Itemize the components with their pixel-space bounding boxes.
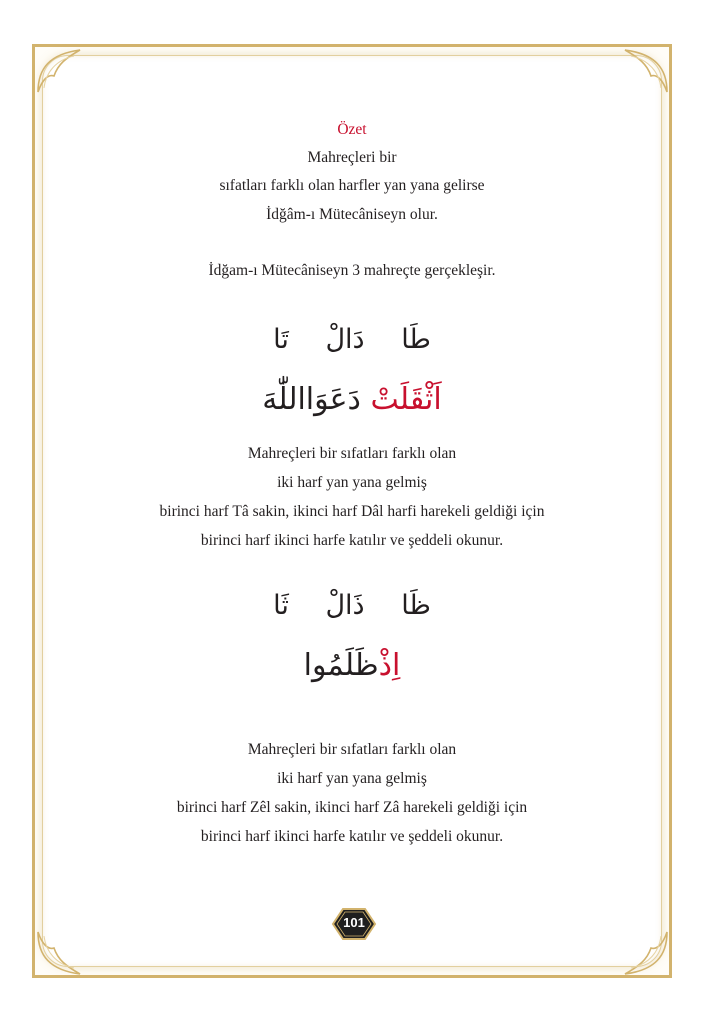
explanation-line: Mahreçleri bir sıfatları farklı olan <box>247 741 457 758</box>
page-number: 101 <box>343 915 365 930</box>
following-word: دَعَوَااللّٰهَ <box>262 382 361 417</box>
example1-letters <box>42 322 662 358</box>
explanation-line: birinci harf Zêl sakin, ikinci harf Zâ harekeli geldiği için <box>176 799 528 816</box>
intro-line: İdğâm-ı Mütecâniseyn olur. <box>266 206 438 223</box>
intro-note: İdğam-ı Mütecâniseyn 3 mahreçte gerçekleşir. <box>208 262 496 279</box>
intro-line: sıfatları farklı olan harfler yan yana gelirse <box>219 177 485 194</box>
letter: طَا <box>401 324 431 355</box>
example2-word <box>42 644 662 688</box>
letter: تَا <box>273 324 289 355</box>
letter: دَالْ <box>325 324 365 355</box>
explanation-line: Mahreçleri bir sıfatları farklı olan <box>247 445 457 462</box>
highlighted-word: اَثْقَلَتْ <box>370 382 442 417</box>
following-word: ظَلَمُوا <box>303 648 379 683</box>
letter: ظَا <box>401 590 431 621</box>
corner-ornament-icon <box>623 48 669 94</box>
intro-line: Mahreçleri bir <box>307 149 397 166</box>
summary-title: Özet <box>337 121 367 138</box>
example2-letters <box>42 588 662 624</box>
explanation-line: birinci harf ikinci harfe katılır ve şeddeli okunur. <box>200 532 504 549</box>
corner-ornament-icon <box>36 48 82 94</box>
explanation-line: birinci harf Tâ sakin, ikinci harf Dâl harfi harekeli geldiği için <box>159 503 545 520</box>
example1-word <box>42 378 662 422</box>
letter: ثَا <box>273 590 289 621</box>
explanation-line: iki harf yan yana gelmiş <box>277 474 427 491</box>
explanation-line: iki harf yan yana gelmiş <box>277 770 427 787</box>
corner-ornament-icon <box>623 930 669 976</box>
corner-ornament-icon <box>36 930 82 976</box>
letter: ذَالْ <box>325 590 365 621</box>
highlighted-word: اِذْ <box>378 648 401 683</box>
explanation-line: birinci harf ikinci harfe katılır ve şeddeli okunur. <box>200 828 504 845</box>
